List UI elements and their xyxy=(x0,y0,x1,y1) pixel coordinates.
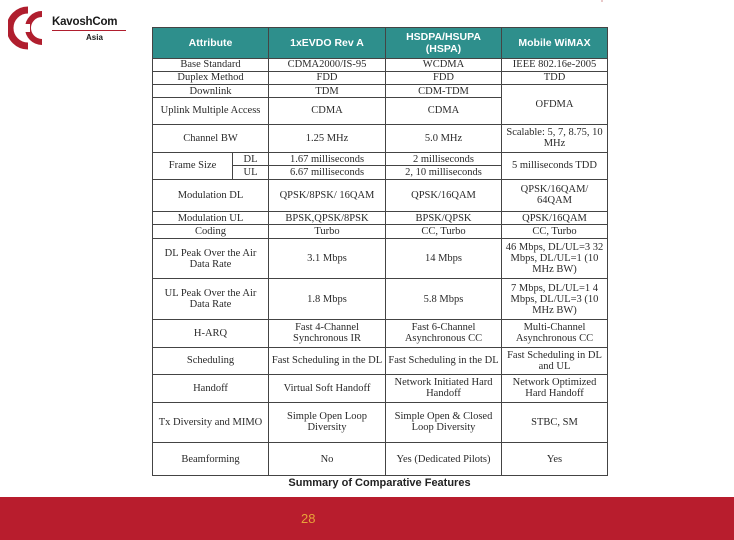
cell: Network Initiated Hard Handoff xyxy=(386,375,502,402)
cell: 2, 10 milliseconds xyxy=(386,166,502,179)
row-label: Channel BW xyxy=(153,124,269,153)
cell: 1.8 Mbps xyxy=(269,279,386,320)
comparison-table-wrapper xyxy=(152,27,607,476)
cell: QPSK/8PSK/ 16QAM xyxy=(269,179,386,212)
cell: No xyxy=(269,443,386,476)
table-row xyxy=(153,347,608,374)
table-row xyxy=(153,153,608,166)
cell: WCDMA xyxy=(386,58,502,71)
cell: 2 milliseconds xyxy=(386,153,502,166)
footer-bar xyxy=(0,497,734,540)
table-header-row xyxy=(153,28,608,59)
row-label: DL Peak Over the Air Data Rate xyxy=(153,238,269,279)
table-row xyxy=(153,320,608,347)
cell: Fast Scheduling in the DL xyxy=(269,347,386,374)
cell: FDD xyxy=(269,71,386,84)
row-label: Coding xyxy=(153,225,269,238)
cell: CDM-TDM xyxy=(386,85,502,98)
table-row xyxy=(153,212,608,225)
cell: Network Optimized Hard Handoff xyxy=(502,375,608,402)
cell: Yes xyxy=(502,443,608,476)
cell: 5.0 MHz xyxy=(386,124,502,153)
logo-mark-icon xyxy=(8,6,50,50)
table-row xyxy=(153,402,608,443)
cell: 6.67 milliseconds xyxy=(269,166,386,179)
cell: 5.8 Mbps xyxy=(386,279,502,320)
cell: CC, Turbo xyxy=(502,225,608,238)
sub-label: DL xyxy=(233,153,269,166)
cell: CC, Turbo xyxy=(386,225,502,238)
cell: CDMA xyxy=(386,98,502,124)
cell: Yes (Dedicated Pilots) xyxy=(386,443,502,476)
cell: CDMA2000/IS-95 xyxy=(269,58,386,71)
row-label: Modulation UL xyxy=(153,212,269,225)
comparison-table xyxy=(152,27,608,476)
cell: Fast 4-Channel Synchronous IR xyxy=(269,320,386,347)
cell: QPSK/16QAM/ 64QAM xyxy=(502,179,608,212)
cell: Scalable: 5, 7, 8.75, 10 MHz xyxy=(502,124,608,153)
cell: Simple Open Loop Diversity xyxy=(269,402,386,443)
row-label: Base Standard xyxy=(153,58,269,71)
cell: 7 Mbps, DL/UL=1 4 Mbps, DL/UL=3 (10 MHz BW) xyxy=(502,279,608,320)
cell: CDMA xyxy=(269,98,386,124)
row-label: H-ARQ xyxy=(153,320,269,347)
table-row xyxy=(153,443,608,476)
header-hspa: HSDPA/HSUPA (HSPA) xyxy=(386,28,502,59)
cell: Simple Open & Closed Loop Diversity xyxy=(386,402,502,443)
cell: 3.1 Mbps xyxy=(269,238,386,279)
row-label: Beamforming xyxy=(153,443,269,476)
table-caption: Summary of Comparative Features xyxy=(288,477,471,489)
table-row xyxy=(153,58,608,71)
logo-tagline: Asia xyxy=(86,33,103,42)
table-row xyxy=(153,85,608,98)
cell: BPSK,QPSK/8PSK xyxy=(269,212,386,225)
cell: BPSK/QPSK xyxy=(386,212,502,225)
row-label: UL Peak Over the Air Data Rate xyxy=(153,279,269,320)
company-logo xyxy=(8,6,128,52)
cell: Multi-Channel Asynchronous CC xyxy=(502,320,608,347)
row-label: Frame Size xyxy=(153,153,233,179)
cell: Turbo xyxy=(269,225,386,238)
header-wimax: Mobile WiMAX xyxy=(502,28,608,59)
cell: QPSK/16QAM xyxy=(502,212,608,225)
logo-name: KavoshCom xyxy=(52,16,118,28)
cell: 46 Mbps, DL/UL=3 32 Mbps, DL/UL=1 (10 MHz BW) xyxy=(502,238,608,279)
table-row xyxy=(153,225,608,238)
header-attribute: Attribute xyxy=(153,28,269,59)
table-row xyxy=(153,124,608,153)
table-row xyxy=(153,279,608,320)
sub-label: UL xyxy=(233,166,269,179)
table-row xyxy=(153,238,608,279)
cell: STBC, SM xyxy=(502,402,608,443)
page-number: 28 xyxy=(301,511,316,526)
cell: 1.67 milliseconds xyxy=(269,153,386,166)
row-label: Scheduling xyxy=(153,347,269,374)
cell: Virtual Soft Handoff xyxy=(269,375,386,402)
logo-divider xyxy=(52,30,126,31)
row-label: Modulation DL xyxy=(153,179,269,212)
row-label: Downlink xyxy=(153,85,269,98)
table-row xyxy=(153,71,608,84)
cell: Fast Scheduling in DL and UL xyxy=(502,347,608,374)
cell: 5 milliseconds TDD xyxy=(502,153,608,179)
row-label: Uplink Multiple Access xyxy=(153,98,269,124)
cell: 14 Mbps xyxy=(386,238,502,279)
cell: TDD xyxy=(502,71,608,84)
cell: IEEE 802.16e-2005 xyxy=(502,58,608,71)
cell: FDD xyxy=(386,71,502,84)
header-evdo: 1xEVDO Rev A xyxy=(269,28,386,59)
row-label: Handoff xyxy=(153,375,269,402)
row-label: Duplex Method xyxy=(153,71,269,84)
cell-ofdma: OFDMA xyxy=(502,85,608,125)
table-row xyxy=(153,179,608,212)
cell: QPSK/16QAM xyxy=(386,179,502,212)
cell: Fast 6-Channel Asynchronous CC xyxy=(386,320,502,347)
table-row xyxy=(153,375,608,402)
decorative-dot xyxy=(601,0,603,2)
row-label: Tx Diversity and MIMO xyxy=(153,402,269,443)
cell: TDM xyxy=(269,85,386,98)
cell: Fast Scheduling in the DL xyxy=(386,347,502,374)
cell: 1.25 MHz xyxy=(269,124,386,153)
